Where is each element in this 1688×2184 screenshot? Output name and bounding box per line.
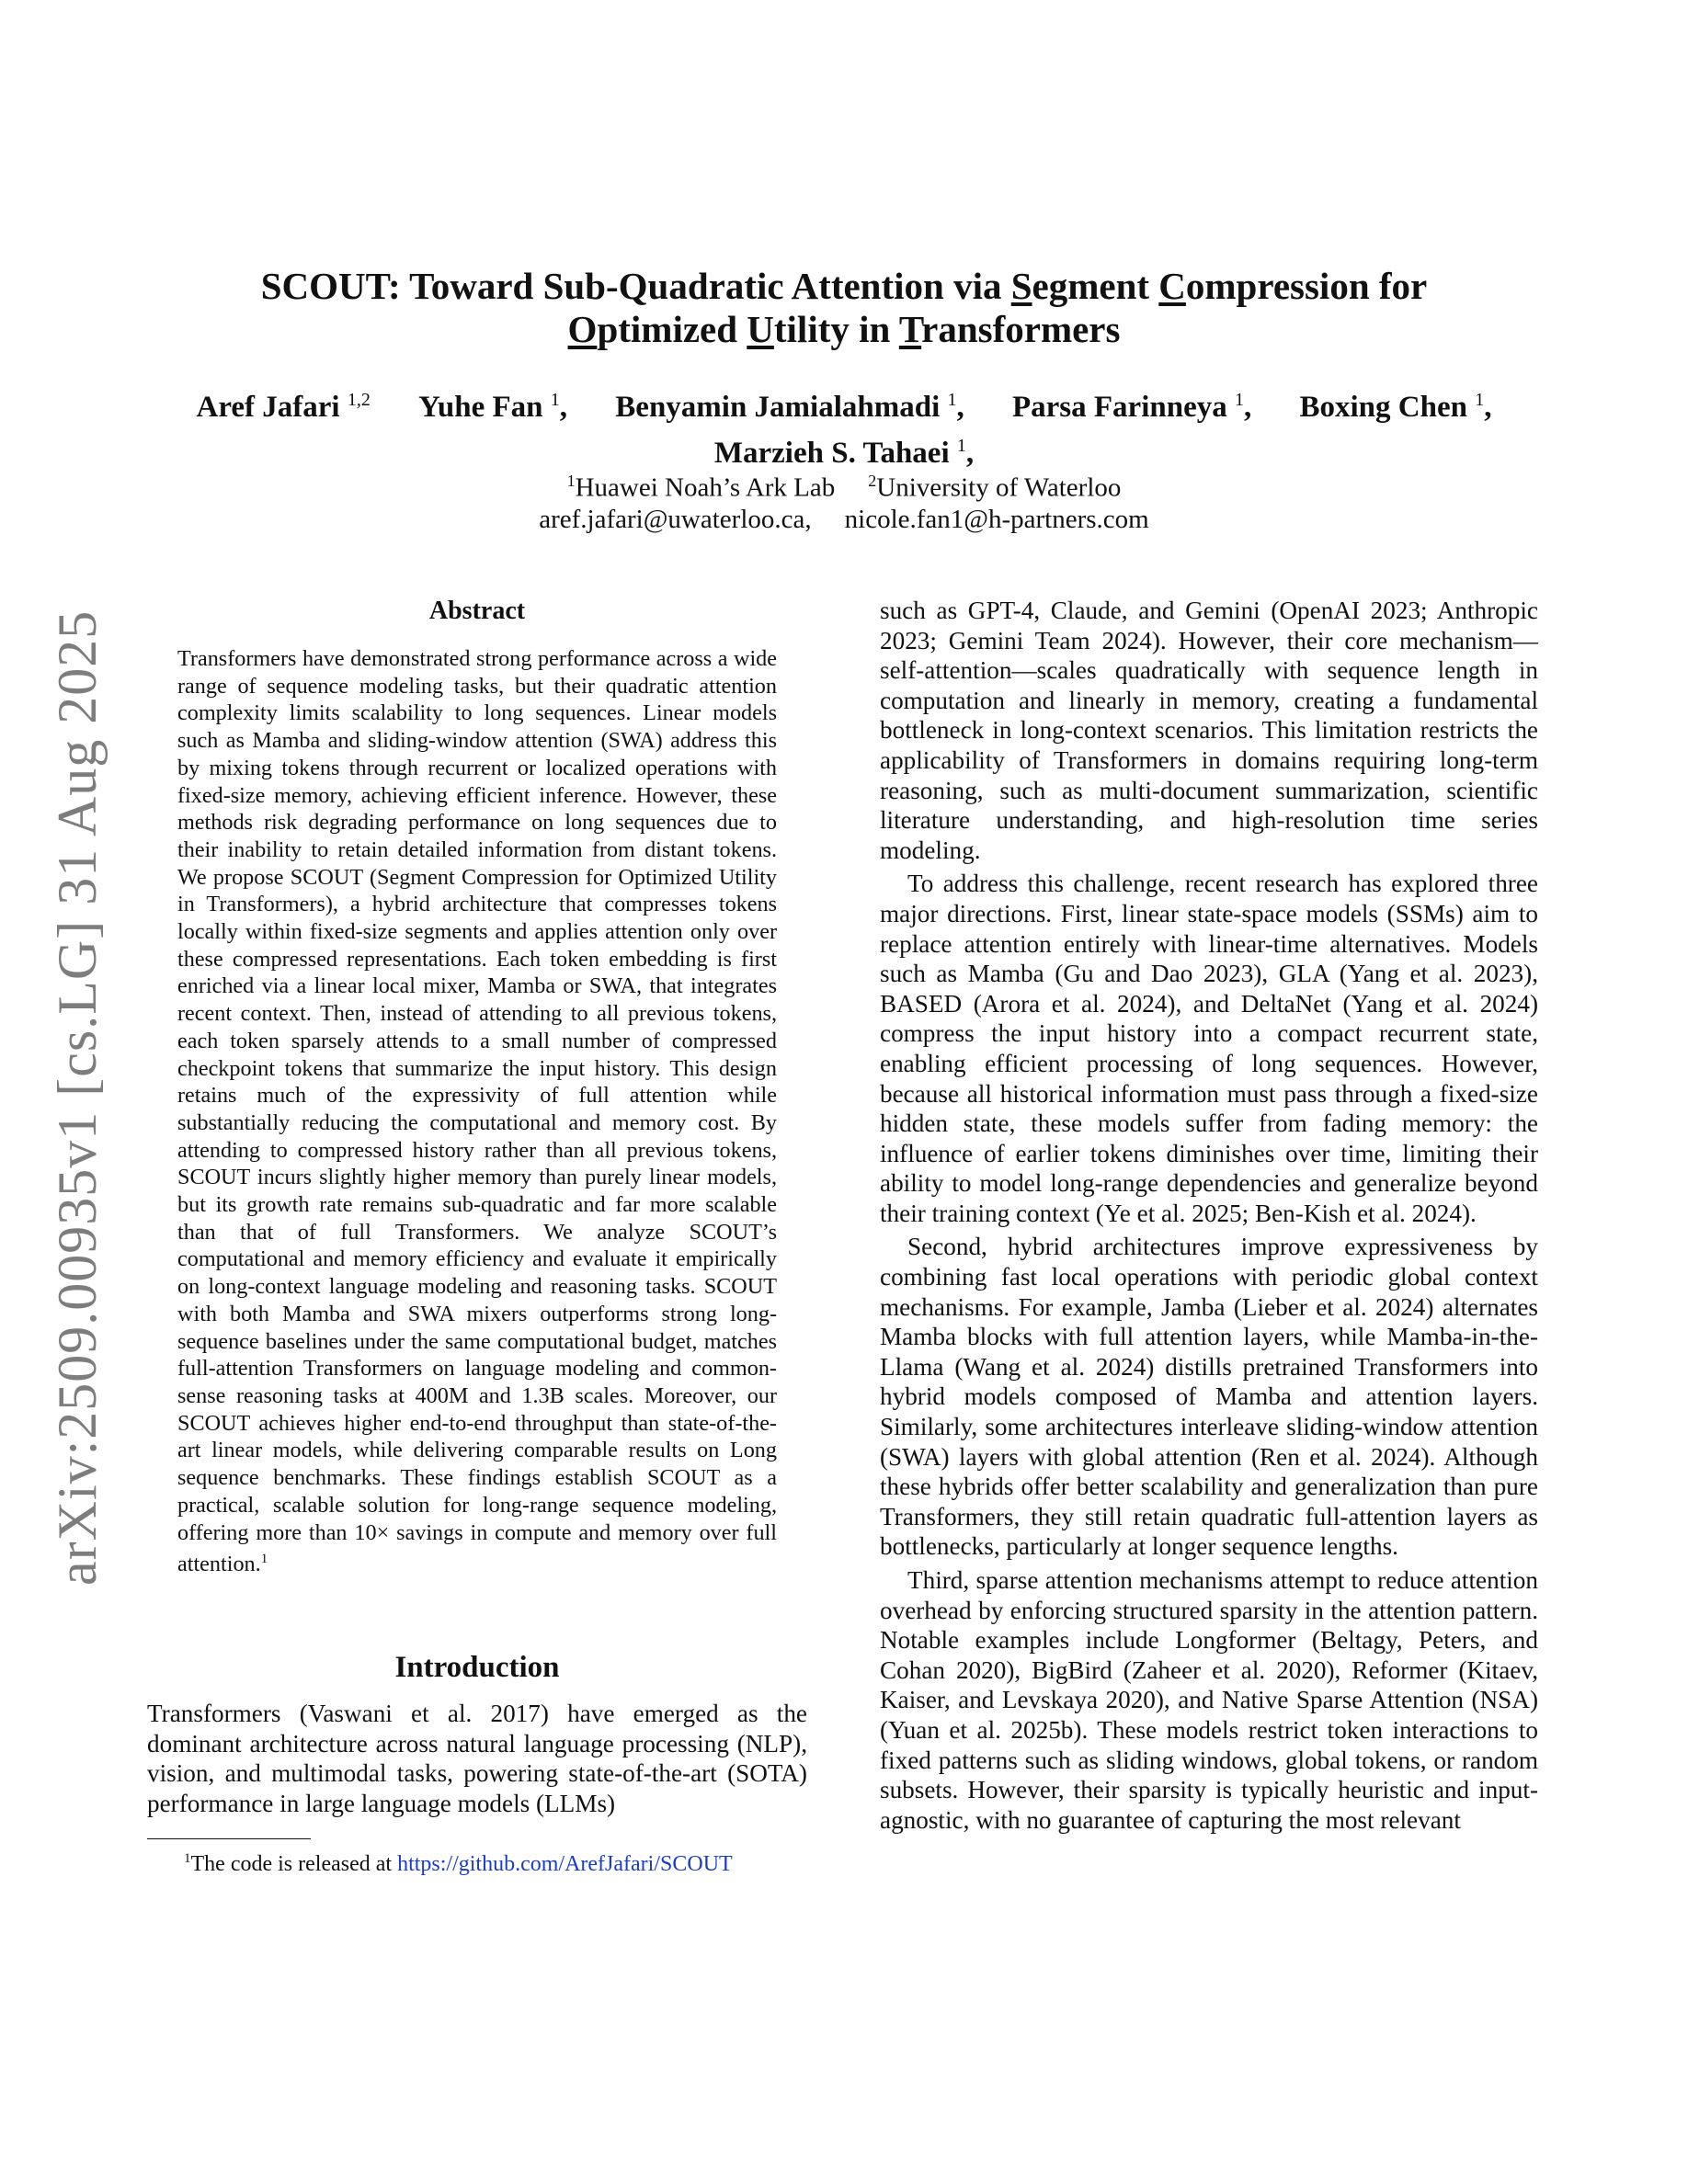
title-letter: O xyxy=(567,308,598,350)
title-segment: egment xyxy=(1032,265,1159,307)
email-line xyxy=(138,504,1550,535)
footnote: $^1$The code is released at https://github.com/ArefJafari/SCOUT xyxy=(184,1851,733,1877)
author: Marzieh S. Tahaei $^1$, xyxy=(713,436,975,470)
affiliation: University of Waterloo xyxy=(876,472,1122,503)
right-column xyxy=(880,596,1538,1835)
arxiv-identifier: arXiv:2509.00935v1 [cs.LG] 31 Aug 2025 xyxy=(47,609,108,1586)
title-segment: tility in xyxy=(773,308,899,350)
paper-title xyxy=(138,265,1550,351)
intro-paragraph-continued: such as GPT-4, Claude, and Gemini (OpenAI 2023; Anthropic 2023; Gemini Team 2024). However, their core mechanism—self-attention—scales quadratically with sequence length in computation and linearly in memory, creating a fundamental bottleneck in long-context scenarios. This limitation restricts the applicability of Transformers in domains requiring long-term reasoning, such as multi-document summarization, scientific literature understanding, and high-resolution time series modeling. xyxy=(880,597,1538,864)
intro-paragraph: Transformers (Vaswani et al. 2017) have emerged as the dominant architecture across natural language processing (NLP), vision, and multimodal tasks, powering state-of-the-art (SOTA) performance in large language models (LLMs) xyxy=(147,1699,807,1817)
email: aref.jafari@uwaterloo.ca, xyxy=(539,504,812,534)
title-segment: ompression for xyxy=(1185,265,1428,307)
intro-paragraph: Third, sparse attention mechanisms attempt to reduce attention overhead by enforcing structured sparsity in the attention pattern. Notable examples include Longformer (Beltagy, Peters, and Cohan 2020), BigBird (Zaheer et al. 2020), Reformer (Kitaev, Kaiser, and Levskaya 2020), and Native Sparse Attention (NSA) (Yuan et al. 2025b). These models restrict token interactions to fixed patterns such as sliding windows, global tokens, or random subsets. However, their sparsity is typically heuristic and input-agnostic, with no guarantee of capturing the most relevant xyxy=(880,1566,1538,1834)
intro-paragraph: To address this challenge, recent research has explored three major directions. First, linear state-space models (SSMs) aim to replace attention entirely with linear-time alternatives. Models such as Mamba (Gu and Dao 2023), GLA (Yang et al. 2023), BASED (Arora et al. 2024), and DeltaNet (Yang et al. 2024) compress the input history into a compact recurrent state, enabling efficient processing of long sequences. However, because all historical information must pass through a fixed-size hidden state, these models suffer from fading memory: the influence of earlier tokens diminishes over time, limiting their ability to model long-range dependencies and generalize beyond their training context (Ye et al. 2025; Ben-Kish et al. 2024). xyxy=(880,870,1538,1227)
left-column xyxy=(147,596,807,1878)
email: nicole.fan1@h-partners.com xyxy=(844,504,1149,534)
title-letter: U xyxy=(747,308,774,350)
author: Yuhe Fan $^1$, xyxy=(418,390,568,424)
title-segment: SCOUT: Toward Sub-Quadratic Attention via xyxy=(260,265,1011,307)
introduction-heading: Introduction xyxy=(394,1650,560,1684)
github-link[interactable]: https://github.com/ArefJafari/SCOUT xyxy=(397,1852,733,1877)
affiliation-line: $^1$Huawei Noah’s Ark Lab $^2$University of Waterloo xyxy=(566,472,1122,503)
author-list xyxy=(138,381,1550,472)
footnote-divider xyxy=(147,1838,311,1839)
abstract-heading: Abstract xyxy=(428,597,526,625)
abstract-text: Transformers have demonstrated strong performance across a wide range of sequence modeling tasks, but their quadratic attention complexity limits scalability to long sequences. Linear models such as Mamba and sliding-window attention (SWA) address this by mixing tokens through recurrent or localized operations with fixed-size memory, achieving efficient inference. However, these methods risk degrading performance on long sequences due to their inability to retain detailed information from distant tokens. We propose SCOUT (Segment Compression for Optimized Utility in Transformers), a hybrid architecture that compresses tokens locally within fixed-size segments and applies attention only over these compressed representations. Each token embedding is first enriched via a linear local mixer, Mamba or SWA, that integrates recent context. Then, instead of attending to all previous tokens, each token sparsely attends to a small number of compressed checkpoint tokens that summarize the input history. This design retains much of the expressivity of full attention while substantially reducing the computational and memory cost. By attending to compressed history rather than all previous tokens, SCOUT incurs slightly higher memory than purely linear models, but its growth rate remains sub-quadratic and far more scalable than that of full Transformers. We analyze SCOUT’s computational and memory efficiency and evaluate it empirically on long-context language modeling and reasoning tasks. SCOUT with both Mamba and SWA mixers outperforms strong long-sequence baselines under the same computational budget, matches full-attention Transformers on language modeling and common-sense reasoning tasks at 400M and 1.3B scales. Moreover, our SCOUT achieves higher end-to-end throughput than state-of-the-art linear models, while delivering comparable results on Long sequence benchmarks. These findings establish SCOUT as a practical, scalable solution for long-range sequence modeling, offering more than 10× savings in compute and memory over full attention.$^1$ xyxy=(177,646,777,1577)
affiliations xyxy=(138,465,1550,535)
author: Parsa Farinneya $^1$, xyxy=(1012,390,1252,424)
intro-paragraph: Second, hybrid architectures improve expressiveness by combining fast local operations with periodic global context mechanisms. For example, Jamba (Lieber et al. 2024) alternates Mamba blocks with full attention layers, while Mamba-in-the-Llama (Wang et al. 2024) distills pretrained Transformers into hybrid models composed of Mamba and attention layers. Similarly, some architectures interleave sliding-window attention (SWA) layers with global attention (Ren et al. 2024). Although these hybrids offer better scalability and generalization than pure Transformers, they still retain quadratic full-attention layers as bottlenecks, particularly at longer sequence lengths. xyxy=(880,1233,1538,1561)
author: Boxing Chen $^1$, xyxy=(1299,390,1492,424)
title-segment: ransformers xyxy=(921,308,1121,350)
author: Aref Jafari $^{1,2}$ xyxy=(196,390,371,424)
title-letter: T xyxy=(898,308,922,350)
affiliation: Huawei Noah’s Ark Lab xyxy=(575,472,836,503)
author: Benyamin Jamialahmadi $^1$, xyxy=(615,390,964,424)
title-letter: C xyxy=(1158,265,1186,307)
title-segment: ptimized xyxy=(597,308,747,350)
title-letter: S xyxy=(1010,265,1032,307)
footnote-mark: 1 xyxy=(260,1552,268,1567)
